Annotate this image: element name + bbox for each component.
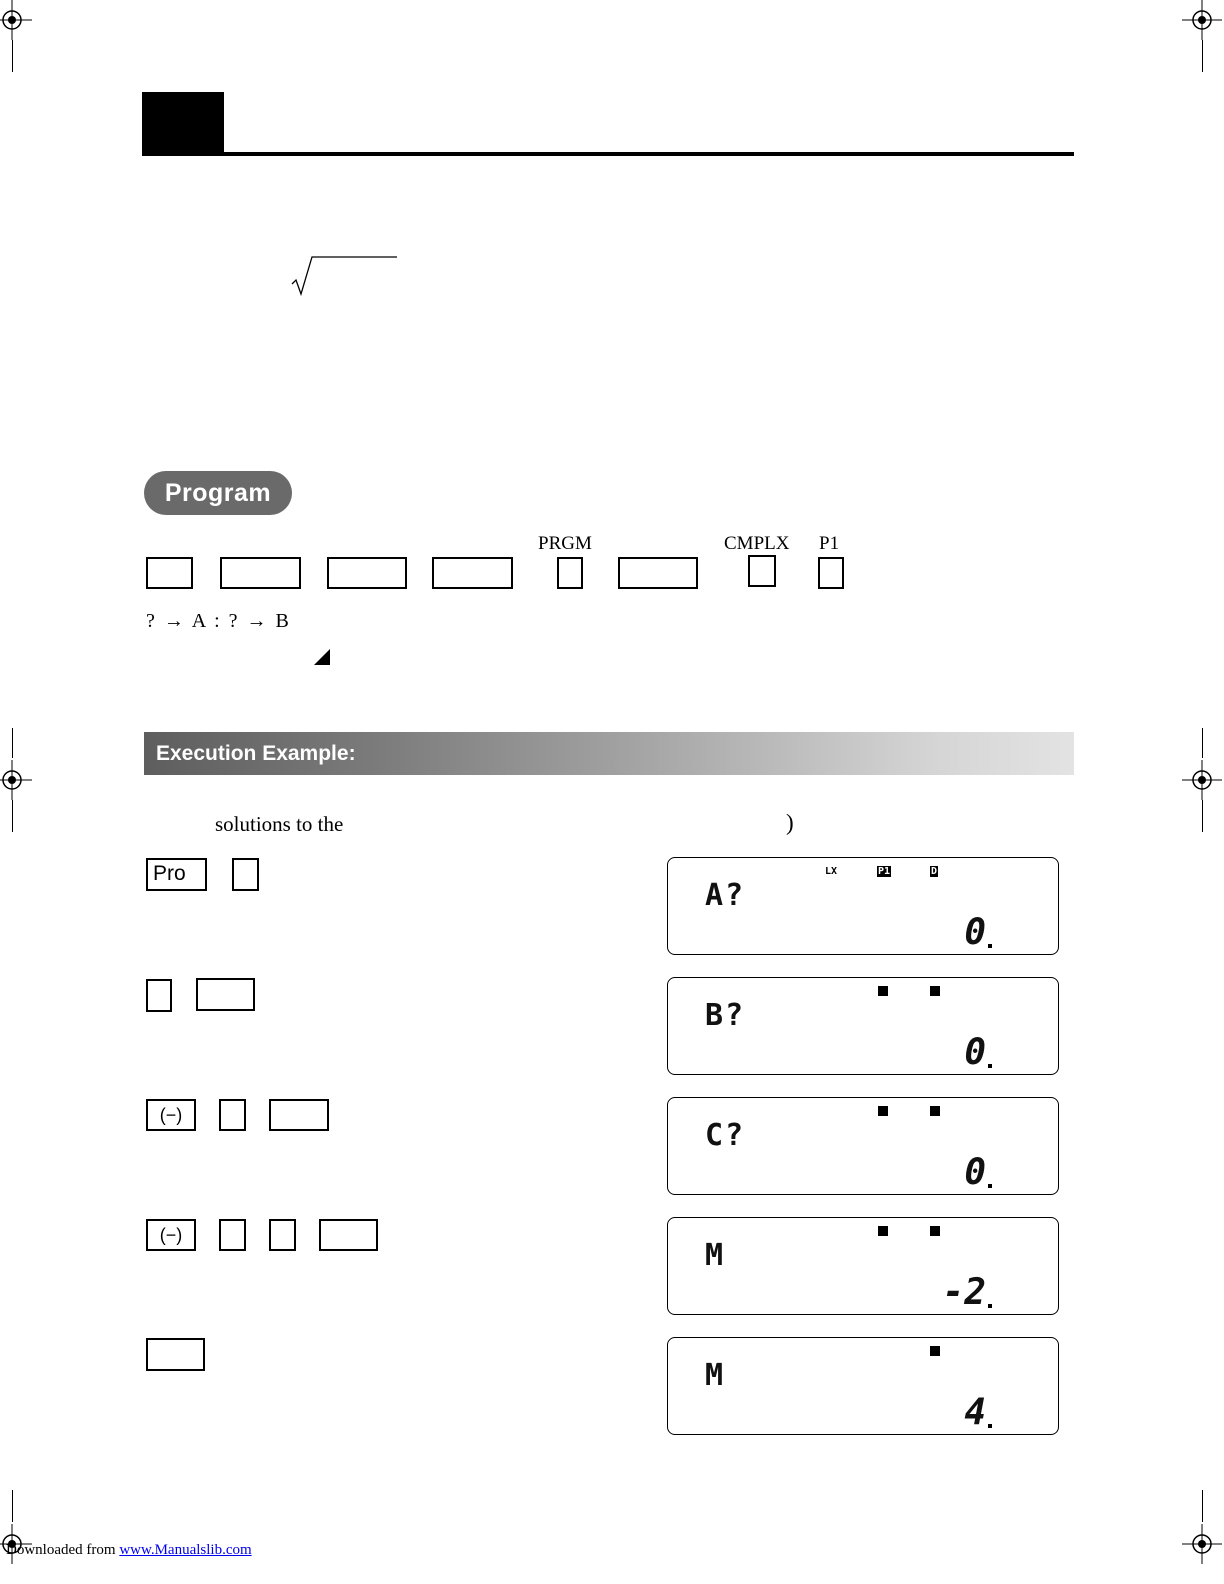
lcd-prompt: M	[705, 1238, 726, 1273]
crop-line	[1202, 728, 1203, 758]
registration-mark-top-right	[1182, 0, 1222, 40]
key-label-p1: P1	[819, 533, 840, 554]
key-box-cmplx	[748, 555, 776, 587]
lcd-display	[667, 1097, 1059, 1195]
closing-paren: )	[786, 810, 794, 835]
display-triangle-icon	[313, 648, 331, 671]
lcd-display	[667, 977, 1059, 1075]
lcd-value: 0	[964, 1032, 986, 1073]
crop-line	[1202, 40, 1203, 72]
execution-example-bar: Execution Example:	[144, 732, 1074, 775]
indicator-d: D	[931, 866, 938, 877]
example-text-fragment: solutions to the	[215, 812, 344, 836]
indicator-p1: P1	[878, 866, 891, 877]
key-negative: (−)	[146, 1099, 196, 1131]
decimal-point	[988, 1184, 992, 1188]
indicator-square	[878, 1106, 888, 1116]
lcd-value: 0	[964, 1152, 986, 1193]
key-label-cmplx: CMPLX	[724, 533, 790, 554]
key-box	[618, 557, 698, 589]
key-box	[146, 979, 172, 1012]
indicator-square	[930, 1226, 940, 1236]
key-box	[269, 1099, 329, 1131]
decimal-point	[988, 1424, 992, 1428]
footer-prefix: Downloaded from	[6, 1542, 120, 1558]
decimal-point	[988, 1304, 992, 1308]
key-box	[220, 557, 301, 589]
lcd-prompt: C?	[705, 1118, 746, 1153]
key-box	[269, 1219, 296, 1251]
crop-line	[12, 1490, 13, 1522]
lcd-value: 4	[964, 1392, 986, 1433]
footer-download-note	[6, 1542, 252, 1559]
indicator-square	[930, 1346, 940, 1356]
square-root-symbol	[290, 254, 400, 303]
key-prog: Pro	[146, 858, 207, 891]
lcd-prompt: B?	[705, 998, 746, 1033]
indicator-square	[930, 1106, 940, 1116]
key-negative: (−)	[146, 1219, 196, 1251]
key-box	[219, 1099, 246, 1131]
crop-line	[12, 800, 13, 832]
footer-link[interactable]: www.Manualslib.com	[119, 1542, 252, 1558]
indicator-lx: LX	[825, 866, 838, 877]
crop-line	[12, 40, 13, 72]
crop-line	[1202, 800, 1203, 832]
key-label-prgm: PRGM	[538, 533, 592, 554]
key-box	[146, 1338, 205, 1371]
key-box	[432, 557, 513, 589]
lcd-display	[667, 1217, 1059, 1315]
crop-line	[12, 728, 13, 758]
program-badge: Program	[144, 471, 292, 515]
heading-rule	[142, 152, 1074, 156]
decimal-point	[988, 1064, 992, 1068]
key-box	[219, 1219, 246, 1251]
lcd-display	[667, 857, 1059, 955]
lcd-value: -2	[942, 1272, 986, 1313]
indicator-square	[878, 1226, 888, 1236]
key-box	[319, 1219, 378, 1251]
key-box-p1	[818, 557, 844, 589]
indicator-square	[930, 986, 940, 996]
decimal-point	[988, 944, 992, 948]
key-box	[196, 978, 255, 1011]
key-box	[327, 557, 407, 589]
registration-mark-top-left	[0, 0, 32, 40]
crop-line	[1202, 1490, 1203, 1522]
lcd-prompt: A?	[705, 878, 746, 913]
registration-mark-mid-right	[1182, 760, 1222, 800]
chapter-tab-block	[142, 92, 224, 156]
registration-mark-bottom-right	[1182, 1524, 1222, 1564]
key-box	[146, 557, 193, 589]
lcd-value: 0	[964, 912, 986, 953]
lcd-prompt: M	[705, 1358, 726, 1393]
key-box-prgm	[557, 557, 583, 589]
lcd-display	[667, 1337, 1059, 1435]
indicator-square	[878, 986, 888, 996]
program-code-line: ? → A : ? → B	[146, 610, 291, 632]
key-box	[232, 858, 259, 891]
registration-mark-mid-left	[0, 760, 32, 800]
